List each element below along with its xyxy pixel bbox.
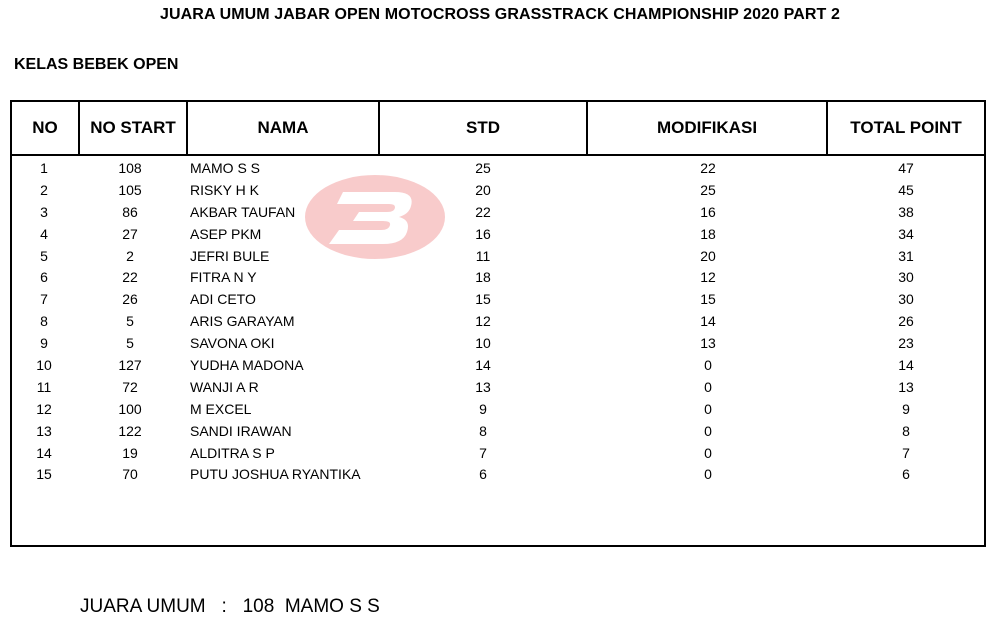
cell-total-point: 26: [898, 313, 914, 330]
cell-no: 15: [36, 466, 52, 483]
class-label: KELAS BEBEK OPEN: [14, 56, 179, 73]
cell-no-start: 22: [122, 269, 138, 286]
cell-total-point: 23: [898, 335, 914, 352]
cell-total-point: 9: [902, 400, 910, 417]
cell-std: 9: [479, 400, 487, 417]
cell-total-point: 45: [898, 181, 914, 198]
cell-no-start: 108: [118, 160, 142, 176]
cell-no-start: 2: [126, 247, 134, 264]
header-total-point: TOTAL POINT: [850, 118, 962, 137]
header-nama: NAMA: [257, 118, 309, 137]
cell-no: 11: [36, 378, 52, 395]
table-row: [12, 377, 984, 399]
cell-no: 9: [40, 335, 48, 352]
table-row: [12, 399, 984, 421]
table-body: [12, 158, 984, 486]
cell-nama: PUTU JOSHUA RYANTIKA: [190, 466, 361, 483]
cell-std: 11: [475, 247, 491, 264]
cell-no: 4: [40, 225, 48, 242]
cell-no: 8: [40, 313, 48, 330]
table-row: [12, 180, 984, 202]
cell-no: 10: [36, 357, 52, 374]
cell-no-start: 19: [122, 444, 138, 461]
cell-no-start: 86: [122, 203, 138, 220]
cell-no-start: 5: [126, 335, 134, 352]
table-row: [12, 202, 984, 224]
table-row: [12, 267, 984, 289]
cell-std: 14: [475, 357, 491, 374]
cell-modifikasi: 0: [704, 466, 712, 483]
cell-no-start: 100: [118, 400, 142, 417]
cell-total-point: 6: [902, 466, 910, 483]
cell-modifikasi: 12: [700, 269, 716, 286]
cell-nama: SAVONA OKI: [190, 335, 275, 352]
cell-modifikasi: 0: [704, 422, 712, 439]
cell-total-point: 7: [902, 444, 910, 461]
cell-total-point: 8: [902, 422, 910, 439]
cell-std: 8: [479, 422, 487, 439]
cell-no-start: 122: [118, 422, 142, 439]
cell-total-point: 30: [898, 269, 914, 286]
page-title: JUARA UMUM JABAR OPEN MOTOCROSS GRASSTRACK CHAMPIONSHIP 2020 PART 2: [160, 6, 840, 23]
cell-nama: RISKY H K: [190, 181, 259, 198]
cell-std: 16: [475, 225, 491, 242]
cell-std: 20: [475, 181, 491, 198]
table-row: [12, 443, 984, 465]
cell-no-start: 127: [118, 357, 142, 374]
cell-modifikasi: 20: [700, 247, 716, 264]
cell-no: 14: [36, 444, 52, 461]
table-row: [12, 311, 984, 333]
cell-total-point: 47: [898, 160, 914, 176]
cell-std: 13: [475, 378, 491, 395]
table-row: [12, 158, 984, 180]
cell-modifikasi: 25: [700, 181, 716, 198]
cell-no: 1: [40, 160, 48, 176]
cell-modifikasi: 0: [704, 400, 712, 417]
cell-no-start: 27: [122, 225, 138, 242]
cell-modifikasi: 15: [700, 291, 716, 308]
cell-no-start: 105: [118, 181, 142, 198]
cell-nama: ADI CETO: [190, 291, 256, 308]
cell-std: 10: [475, 335, 491, 352]
table-row: [12, 464, 984, 486]
cell-modifikasi: 0: [704, 444, 712, 461]
table-row: [12, 246, 984, 268]
table-row: [12, 289, 984, 311]
cell-std: 22: [475, 203, 491, 220]
cell-std: 7: [479, 444, 487, 461]
cell-total-point: 13: [898, 378, 914, 395]
cell-no: 5: [40, 247, 48, 264]
cell-no: 2: [40, 181, 48, 198]
cell-std: 15: [475, 291, 491, 308]
cell-nama: MAMO S S: [190, 160, 261, 176]
cell-no: 7: [40, 291, 48, 308]
cell-no: 12: [36, 400, 52, 417]
cell-nama: ASEP PKM: [190, 225, 262, 242]
cell-no: 6: [40, 269, 48, 286]
header-no: NO: [32, 118, 58, 137]
cell-no-start: 72: [122, 378, 138, 395]
header-no-start: NO START: [90, 118, 176, 137]
cell-modifikasi: 16: [700, 203, 716, 220]
cell-no-start: 70: [122, 466, 138, 483]
cell-no-start: 5: [126, 313, 134, 330]
table-row: [12, 421, 984, 443]
cell-nama: ALDITRA S P: [190, 444, 275, 461]
cell-nama: JEFRI BULE: [190, 247, 270, 264]
cell-nama: M EXCEL: [190, 400, 252, 417]
overall-champion: JUARA UMUM : 108 MAMO S S: [80, 596, 380, 617]
b-logo-watermark-icon: [303, 172, 448, 262]
cell-no-start: 26: [122, 291, 138, 308]
cell-nama: YUDHA MADONA: [190, 357, 304, 374]
cell-total-point: 30: [898, 291, 914, 308]
cell-modifikasi: 13: [700, 335, 716, 352]
cell-total-point: 34: [898, 225, 914, 242]
cell-total-point: 31: [898, 247, 914, 264]
table-row: [12, 224, 984, 246]
cell-modifikasi: 22: [700, 160, 716, 176]
header-modifikasi: MODIFIKASI: [656, 118, 758, 137]
table-header: [12, 102, 984, 156]
table-row: [12, 355, 984, 377]
cell-nama: FITRA N Y: [190, 269, 257, 286]
results-table: [10, 100, 986, 547]
cell-nama: AKBAR TAUFAN: [190, 203, 296, 220]
cell-nama: WANJI A R: [190, 378, 259, 395]
table-row: [12, 333, 984, 355]
cell-no: 13: [36, 422, 52, 439]
cell-std: 6: [479, 466, 487, 483]
header-std: STD: [466, 118, 500, 137]
cell-std: 18: [475, 269, 491, 286]
cell-modifikasi: 14: [700, 313, 716, 330]
cell-modifikasi: 0: [704, 378, 712, 395]
cell-modifikasi: 0: [704, 357, 712, 374]
cell-nama: SANDI IRAWAN: [190, 422, 292, 439]
cell-std: 12: [475, 313, 491, 330]
cell-std: 25: [475, 160, 491, 176]
cell-no: 3: [40, 203, 48, 220]
cell-total-point: 14: [898, 357, 914, 374]
cell-total-point: 38: [898, 203, 914, 220]
cell-nama: ARIS GARAYAM: [190, 313, 295, 330]
cell-modifikasi: 18: [700, 225, 716, 242]
